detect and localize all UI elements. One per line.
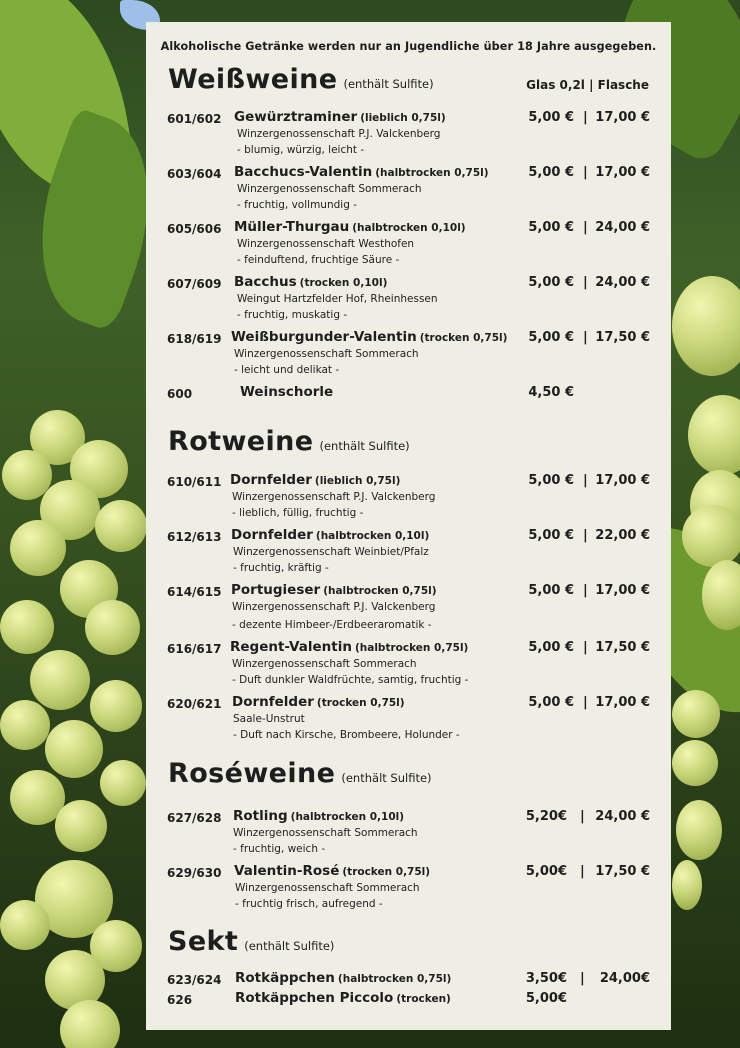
price-bottle: 24,00 € — [595, 220, 650, 235]
wine-item-600 — [146, 384, 671, 406]
item-number: 623/624 — [167, 973, 222, 987]
price-separator: | — [583, 583, 588, 598]
item-description: - fruchtig, muskatig - — [237, 309, 348, 321]
item-description: - leicht und delikat - — [234, 364, 340, 376]
item-producer: Winzergenossenschaft P.J. Valckenberg — [232, 601, 436, 613]
price-bottle: 22,00 € — [595, 528, 650, 543]
item-name: Regent-Valentin (halbtrocken 0,75l) — [230, 639, 469, 655]
item-number: 629/630 — [167, 866, 222, 880]
item-producer: Winzergenossenschaft Sommerach — [233, 827, 418, 839]
item-name: Bacchus (trocken 0,10l) — [234, 274, 388, 290]
price-separator: | — [583, 110, 588, 125]
price-separator: | — [583, 330, 588, 345]
price-separator: | — [583, 275, 588, 290]
item-producer: Winzergenossenschaft P.J. Valckenberg — [237, 128, 441, 140]
wine-item-605-606 — [146, 219, 671, 279]
wine-item-614-615 — [146, 582, 671, 642]
wine-item-626 — [146, 990, 671, 1010]
item-description: - fruchtig, weich - — [233, 843, 326, 855]
section-title: Weißweine — [168, 64, 338, 95]
item-producer: Winzergenossenschaft Sommerach — [235, 882, 420, 894]
price-glass: 5,20€ — [525, 809, 567, 824]
price-bottle: 17,50 € — [595, 330, 650, 345]
price-separator: | — [583, 640, 588, 655]
item-number: 605/606 — [167, 222, 222, 236]
wine-item-627-628 — [146, 808, 671, 868]
item-name: Rotkäppchen (halbtrocken 0,75l) — [235, 970, 452, 986]
item-number: 618/619 — [167, 332, 222, 346]
wine-menu-panel — [146, 22, 671, 1030]
item-name: Dornfelder (lieblich 0,75l) — [230, 472, 401, 488]
item-name: Dornfelder (trocken 0,75l) — [232, 694, 405, 710]
item-number: 620/621 — [167, 697, 222, 711]
price-bottle: 17,50 € — [595, 640, 650, 655]
wine-item-629-630 — [146, 863, 671, 923]
item-producer: Winzergenossenschaft Sommerach — [234, 348, 419, 360]
price-separator: | — [583, 695, 588, 710]
price-separator: | — [583, 528, 588, 543]
item-producer: Winzergenossenschaft P.J. Valckenberg — [232, 491, 436, 503]
item-number: 600 — [167, 387, 193, 401]
price-glass: 5,00€ — [525, 864, 567, 879]
item-producer: Winzergenossenschaft Weinbiet/Pfalz — [233, 546, 429, 558]
price-bottle: 17,00 € — [595, 110, 650, 125]
price-bottle: 17,00 € — [595, 583, 650, 598]
price-column-header: Glas 0,2l | Flasche — [526, 78, 649, 92]
item-description: - dezente Himbeer-/Erdbeeraromatik - — [232, 619, 432, 631]
item-description: - Duft nach Kirsche, Brombeere, Holunder - — [233, 729, 460, 741]
item-number: 612/613 — [167, 530, 222, 544]
price-separator: | — [583, 473, 588, 488]
item-number: 607/609 — [167, 277, 222, 291]
item-description: - feinduftend, fruchtige Säure - — [237, 254, 400, 266]
section-title: Sekt — [168, 926, 239, 957]
section-title-roseweine — [168, 758, 432, 789]
item-number: 616/617 — [167, 642, 222, 656]
section-title: Roséweine — [168, 758, 336, 789]
price-glass: 5,00 € — [528, 220, 574, 235]
item-description: - Duft dunkler Waldfrüchte, samtig, fruchtig - — [232, 674, 469, 686]
price-glass: 5,00 € — [528, 473, 574, 488]
item-description: - fruchtig, vollmundig - — [237, 199, 357, 211]
price-bottle: 17,00 € — [595, 473, 650, 488]
item-name: Rotling (halbtrocken 0,10l) — [233, 808, 405, 824]
price-bottle: 17,00 € — [595, 695, 650, 710]
item-producer: Winzergenossenschaft Sommerach — [237, 183, 422, 195]
item-name: Gewürztraminer (lieblich 0,75l) — [234, 109, 446, 125]
section-title: Rotweine — [168, 426, 314, 457]
price-glass: 5,00 € — [528, 583, 574, 598]
item-description: - lieblich, füllig, fruchtig - — [232, 507, 364, 519]
item-producer: Weingut Hartzfelder Hof, Rheinhessen — [237, 293, 438, 305]
item-producer: Saale-Unstrut — [233, 713, 305, 725]
price-glass: 5,00 € — [528, 695, 574, 710]
wine-item-620-621 — [146, 694, 671, 754]
price-separator: | — [580, 864, 585, 879]
item-producer: Winzergenossenschaft Sommerach — [232, 658, 417, 670]
wine-item-601-602 — [146, 109, 671, 169]
price-bottle: 17,50 € — [595, 864, 650, 879]
item-name: Rotkäppchen Piccolo (trocken) — [235, 990, 451, 1006]
item-number: 603/604 — [167, 167, 222, 181]
price-separator: | — [580, 971, 585, 986]
item-description: - fruchtig frisch, aufregend - — [235, 898, 383, 910]
wine-item-607-609 — [146, 274, 671, 334]
price-bottle: 24,00€ — [599, 971, 650, 986]
section-note: (enthält Sulfite) — [244, 939, 335, 953]
item-name: Weißburgunder-Valentin (trocken 0,75l) — [231, 329, 508, 345]
item-name: Valentin-Rosé (trocken 0,75l) — [234, 863, 431, 879]
wine-item-618-619 — [146, 329, 671, 389]
wine-item-610-611 — [146, 472, 671, 532]
item-number: 601/602 — [167, 112, 222, 126]
price-separator: | — [583, 165, 588, 180]
wine-item-603-604 — [146, 164, 671, 224]
age-notice: Alkoholische Getränke werden nur an Jugendliche über 18 Jahre ausgegeben. — [160, 40, 657, 53]
wine-item-616-617 — [146, 639, 671, 699]
section-note: (enthält Sulfite) — [319, 439, 410, 453]
price-separator: | — [580, 809, 585, 824]
price-separator: | — [583, 220, 588, 235]
item-producer: Winzergenossenschaft Westhofen — [237, 238, 415, 250]
price-glass: 4,50 € — [528, 385, 574, 400]
section-title-weissweine — [168, 64, 434, 95]
item-name: Portugieser (halbtrocken 0,75l) — [231, 582, 437, 598]
price-glass: 5,00 € — [528, 528, 574, 543]
price-glass: 5,00 € — [528, 275, 574, 290]
price-glass: 5,00 € — [528, 640, 574, 655]
section-note: (enthält Sulfite) — [343, 77, 434, 91]
wine-item-623-624 — [146, 970, 671, 990]
item-number: 627/628 — [167, 811, 222, 825]
item-number: 614/615 — [167, 585, 222, 599]
item-name: Weinschorle — [240, 384, 334, 400]
price-bottle: 24,00 € — [595, 275, 650, 290]
item-description: - fruchtig, kräftig - — [233, 562, 329, 574]
section-note: (enthält Sulfite) — [341, 771, 432, 785]
price-glass: 5,00 € — [528, 110, 574, 125]
price-glass: 5,00 € — [528, 330, 574, 345]
price-glass: 3,50€ — [525, 971, 567, 986]
item-description: - blumig, würzig, leicht - — [237, 144, 365, 156]
price-glass: 5,00€ — [525, 991, 567, 1006]
item-name: Dornfelder (halbtrocken 0,10l) — [231, 527, 430, 543]
section-title-rotweine — [168, 426, 410, 457]
price-bottle: 17,00 € — [595, 165, 650, 180]
price-bottle: 24,00 € — [595, 809, 650, 824]
item-name: Müller-Thurgau (halbtrocken 0,10l) — [234, 219, 466, 235]
price-glass: 5,00 € — [528, 165, 574, 180]
section-title-sekt — [168, 926, 334, 957]
item-number: 626 — [167, 993, 193, 1007]
item-number: 610/611 — [167, 475, 222, 489]
wine-item-612-613 — [146, 527, 671, 587]
item-name: Bacchucs-Valentin (halbtrocken 0,75l) — [234, 164, 489, 180]
